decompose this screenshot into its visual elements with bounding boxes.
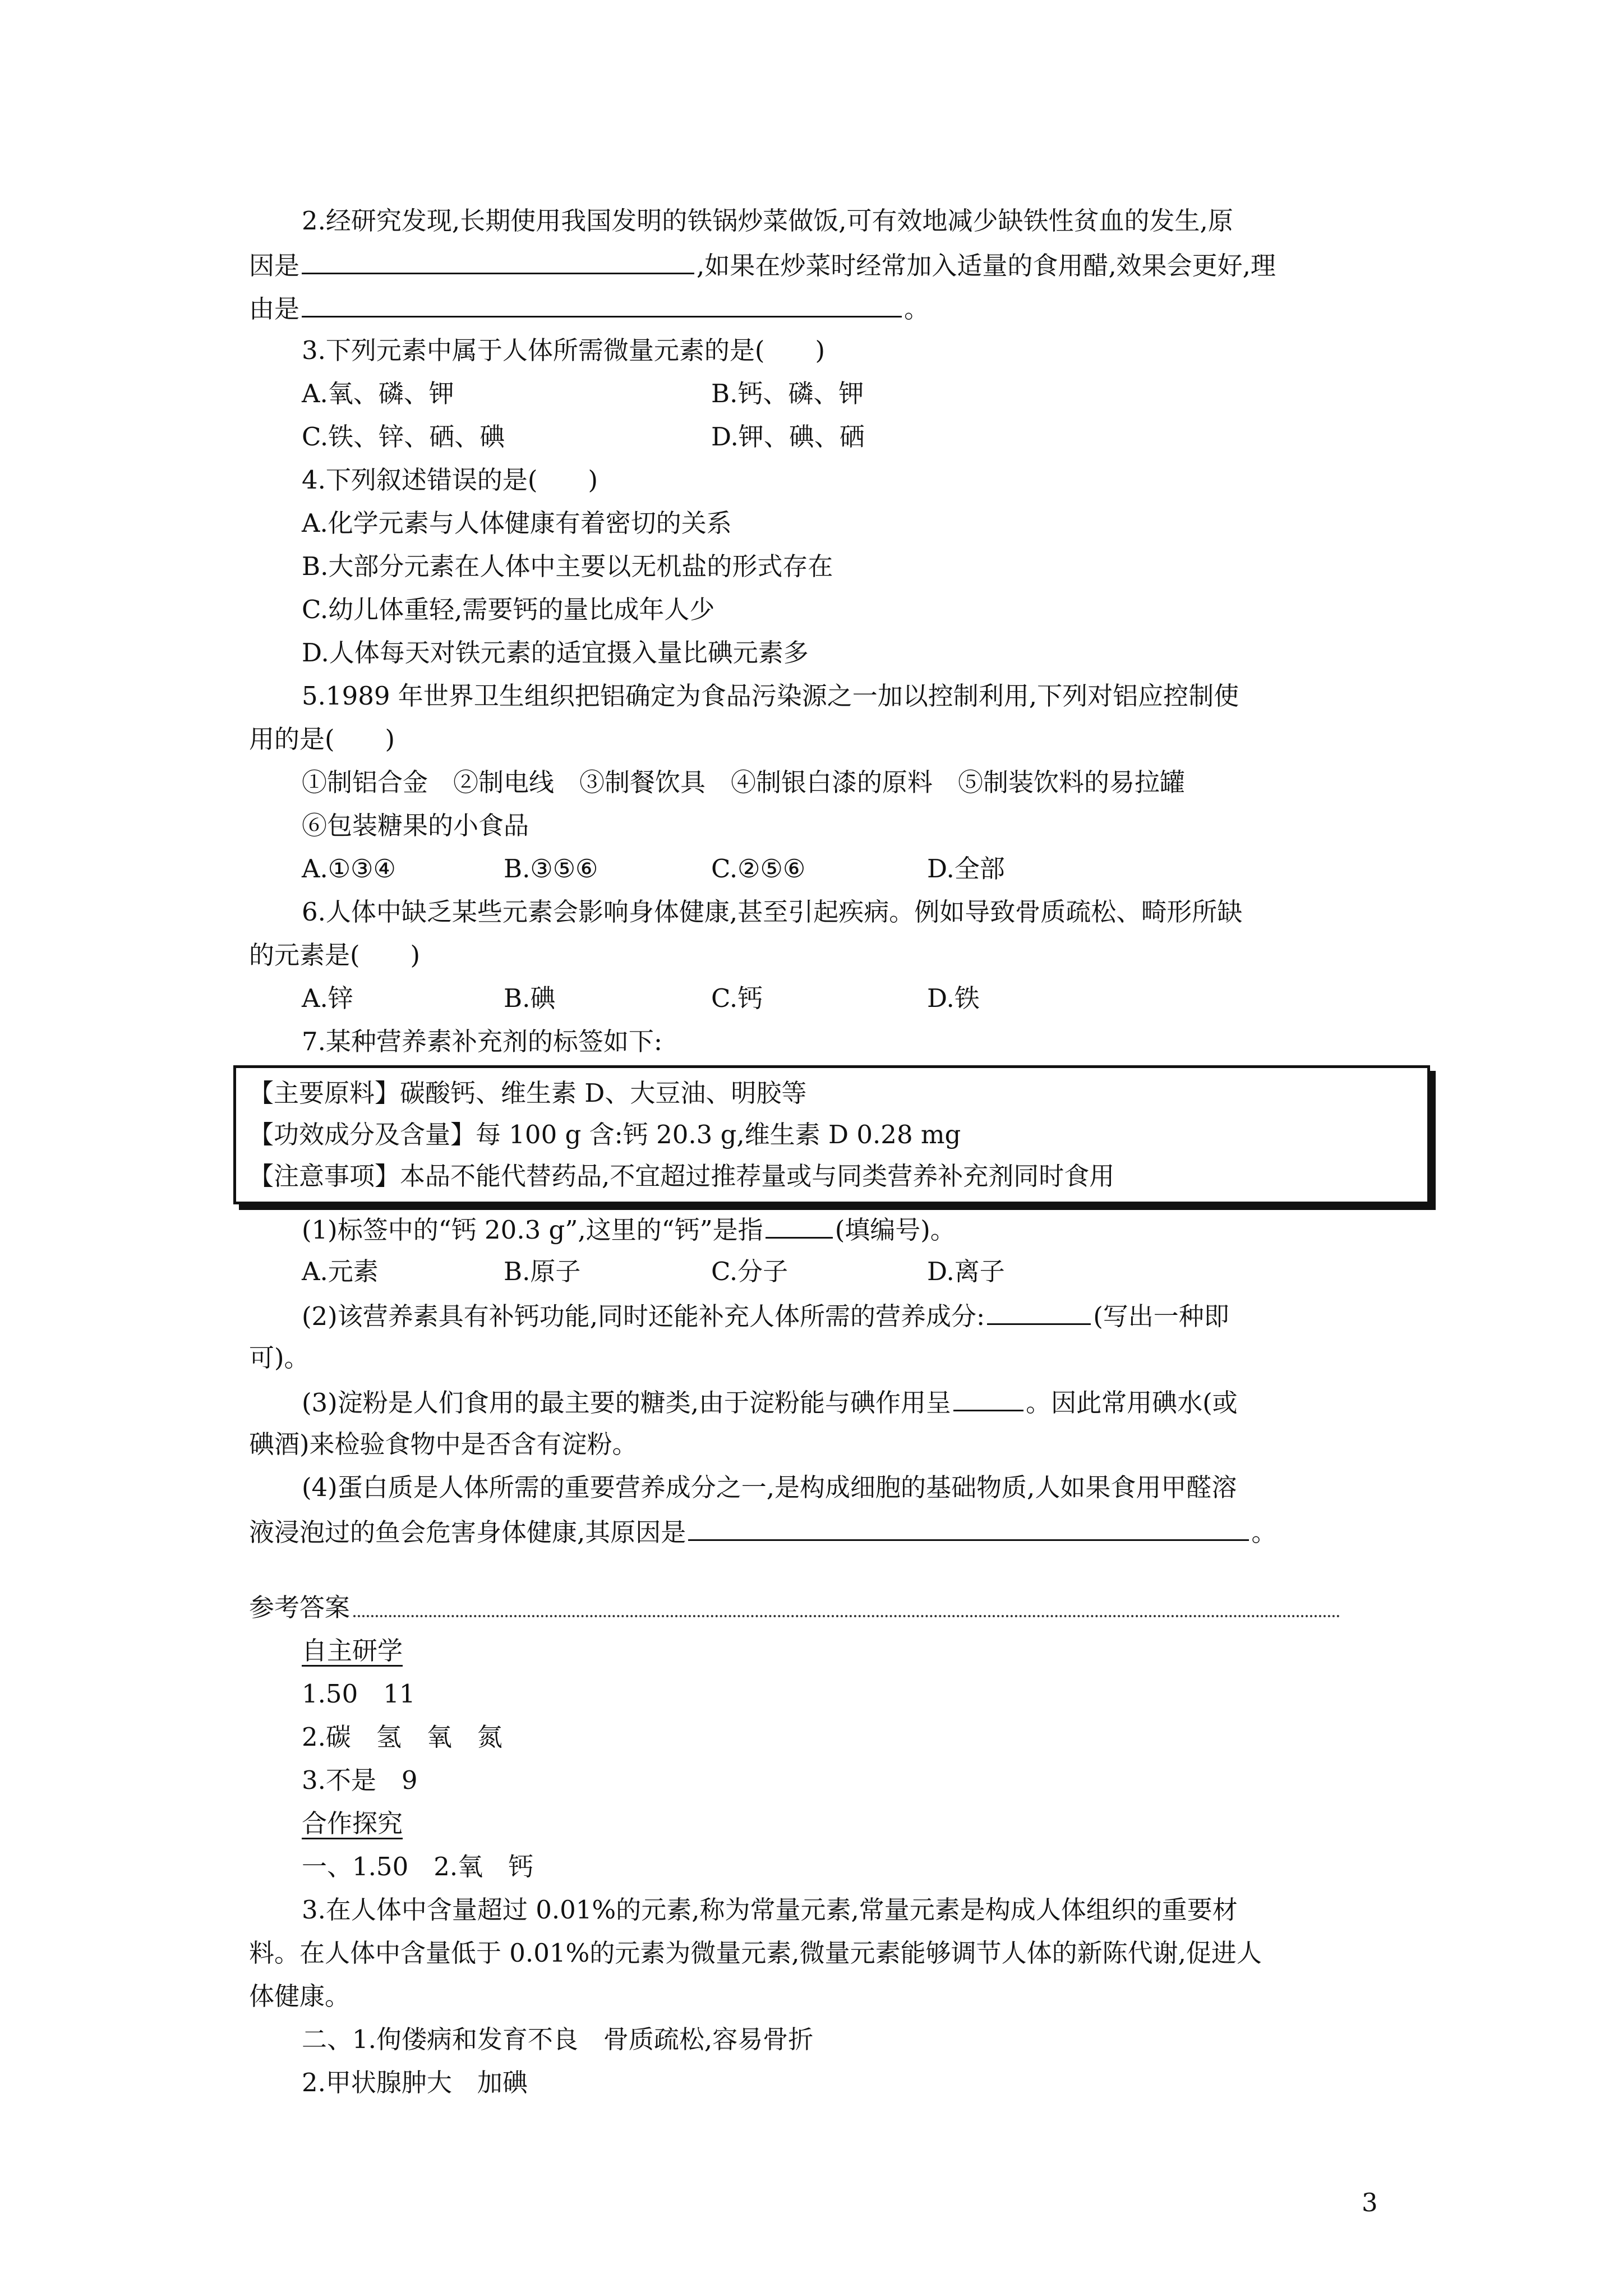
answers-title: 参考答案 xyxy=(249,1593,351,1622)
q6-option-d[interactable]: D.铁 xyxy=(927,983,980,1013)
q5-items-2: ⑥包装糖果的小食品 xyxy=(302,811,529,840)
answer-part1: 一、1.50 2.氧 钙 xyxy=(302,1852,534,1881)
q7-sub3-blank[interactable] xyxy=(953,1379,1023,1411)
answer-part2-1: 二、1.佝偻病和发育不良 骨质疏松,容易骨折 xyxy=(302,2024,814,2054)
answer-3: 3.不是 9 xyxy=(302,1765,418,1795)
q7-sub1-option-c[interactable]: C.分子 xyxy=(711,1257,789,1286)
q7-sub1-option-a[interactable]: A.元素 xyxy=(302,1257,379,1286)
q7-sub1-text: (填编号)。 xyxy=(834,1215,956,1245)
dotted-divider xyxy=(353,1615,1340,1617)
q6-line-1: 6.人体中缺乏某些元素会影响身体健康,甚至引起疾病。例如导致骨质疏松、畸形所缺 xyxy=(302,897,1243,927)
label-active-contents: 【功效成分及含量】每 100 g 含:钙 20.3 g,维生素 D 0.28 mg xyxy=(248,1120,961,1149)
q7-sub1-text: (1)标签中的“钙 20.3 g”,这里的“钙”是指 xyxy=(302,1215,763,1245)
q2-answer-blank-1[interactable] xyxy=(302,242,694,274)
q2-answer-blank-2[interactable] xyxy=(302,286,902,318)
q5-options xyxy=(249,847,1371,890)
q7-sub1-options xyxy=(249,1250,1371,1293)
q4-option-b[interactable]: B.大部分元素在人体中主要以无机盐的形式存在 xyxy=(302,551,833,581)
q2-line-1: 2.经研究发现,长期使用我国发明的铁锅炒菜做饭,可有效地减少缺铁性贫血的发生,原 xyxy=(302,206,1233,236)
q3-option-a[interactable]: A.氧、磷、钾 xyxy=(302,379,454,408)
page-number: 3 xyxy=(1362,2188,1378,2217)
q7-sub4-blank[interactable] xyxy=(688,1509,1249,1541)
q7-sub1-option-d[interactable]: D.离子 xyxy=(927,1257,1005,1286)
supplement-label-box xyxy=(233,1065,1430,1204)
q6-option-c[interactable]: C.钙 xyxy=(711,983,763,1013)
q7-sub1-blank[interactable] xyxy=(766,1207,833,1239)
q7-stem: 7.某种营养素补充剂的标签如下: xyxy=(302,1027,663,1056)
answer-1: 1.50 11 xyxy=(302,1679,416,1709)
q7-sub4-text: 液浸泡过的鱼会危害身体健康,其原因是 xyxy=(249,1517,686,1547)
q3-option-b[interactable]: B.钙、磷、钾 xyxy=(711,379,864,408)
q4-option-c[interactable]: C.幼儿体重轻,需要钙的量比成年人少 xyxy=(302,595,715,624)
answer-part1-q3-l1: 3.在人体中含量超过 0.01%的元素,称为常量元素,常量元素是构成人体组织的重要材 xyxy=(302,1895,1238,1925)
q4-option-a[interactable]: A.化学元素与人体健康有着密切的关系 xyxy=(302,508,732,538)
page-content xyxy=(249,199,1371,2104)
q5-items-1: ①制铝合金 ②制电线 ③制餐饮具 ④制银白漆的原料 ⑤制装饮料的易拉罐 xyxy=(302,767,1186,797)
q2-text: ,如果在炒菜时经常加入适量的食用醋,效果会更好,理 xyxy=(697,251,1276,280)
q7-sub3-text: 。因此常用碘水(或 xyxy=(1026,1388,1238,1418)
section-self-study-title: 自主研学 xyxy=(302,1636,403,1665)
q6-options xyxy=(249,977,1371,1020)
q5-line-1: 5.1989 年世界卫生组织把铝确定为食品污染源之一加以控制利用,下列对铝应控制使 xyxy=(302,681,1239,711)
q3-option-d[interactable]: D.钾、碘、硒 xyxy=(711,422,865,452)
q6-option-a[interactable]: A.锌 xyxy=(302,983,353,1013)
q3-stem: 3.下列元素中属于人体所需微量元素的是( ) xyxy=(302,335,826,365)
label-precautions: 【注意事项】本品不能代替药品,不宜超过推荐量或与同类营养补充剂同时食用 xyxy=(248,1161,1115,1191)
q7-sub1-option-b[interactable]: B.原子 xyxy=(504,1257,581,1286)
q7-sub4: (4)蛋白质是人体所需的重要营养成分之一,是构成细胞的基础物质,人如果食用甲醛溶 xyxy=(302,1473,1237,1502)
section-self-study xyxy=(249,1629,1371,1672)
q7-sub3-cont: 碘酒)来检验食物中是否含有淀粉。 xyxy=(249,1429,638,1459)
q2-text: 。 xyxy=(904,294,930,324)
q7-sub1 xyxy=(249,1207,1371,1250)
q7-sub2-blank[interactable] xyxy=(987,1293,1091,1325)
q2-line-2 xyxy=(249,242,1371,286)
section-cooperative-title: 合作探究 xyxy=(302,1809,403,1838)
answers-header xyxy=(249,1586,1371,1629)
q2-text: 因是 xyxy=(249,251,300,280)
q7-sub3-text: (3)淀粉是人们食用的最主要的糖类,由于淀粉能与碘作用呈 xyxy=(302,1388,952,1418)
q5-option-c[interactable]: C.②⑤⑥ xyxy=(711,854,806,884)
q6-option-b[interactable]: B.碘 xyxy=(504,983,556,1013)
q3-option-c[interactable]: C.铁、锌、硒、碘 xyxy=(302,422,505,452)
q3-options-row-1 xyxy=(249,372,1371,415)
q2-line-3 xyxy=(249,286,1371,329)
q7-sub2-text: (2)该营养素具有补钙功能,同时还能补充人体所需的营养成分: xyxy=(302,1301,985,1331)
q7-sub2-text: (写出一种即 xyxy=(1093,1301,1229,1331)
q6-line-2: 的元素是( ) xyxy=(249,940,421,970)
q7-sub4-text: 。 xyxy=(1251,1517,1277,1547)
q5-option-b[interactable]: B.③⑤⑥ xyxy=(504,854,598,884)
q5-option-a[interactable]: A.①③④ xyxy=(302,854,396,884)
q7-sub2 xyxy=(249,1293,1371,1336)
section-cooperative xyxy=(249,1802,1371,1845)
answer-part1-q3-l2: 料。在人体中含量低于 0.01%的元素为微量元素,微量元素能够调节人体的新陈代谢,促进人 xyxy=(249,1938,1262,1968)
q2-text: 由是 xyxy=(249,294,300,324)
q7-sub2-cont: 可)。 xyxy=(249,1343,310,1373)
q4-stem: 4.下列叙述错误的是( ) xyxy=(302,465,598,495)
answer-part2-2: 2.甲状腺肿大 加碘 xyxy=(302,2068,528,2097)
q5-line-2: 用的是( ) xyxy=(249,724,395,754)
answer-part1-q3-l3: 体健康。 xyxy=(249,1981,351,2011)
label-main-ingredients: 【主要原料】碳酸钙、维生素 D、大豆油、明胶等 xyxy=(248,1078,807,1108)
q7-sub4-cont xyxy=(249,1509,1371,1552)
answer-2: 2.碳 氢 氧 氮 xyxy=(302,1722,502,1752)
q3-options-row-2 xyxy=(249,415,1371,458)
q5-option-d[interactable]: D.全部 xyxy=(927,854,1005,884)
q7-sub3 xyxy=(249,1379,1371,1423)
q4-option-d[interactable]: D.人体每天对铁元素的适宜摄入量比碘元素多 xyxy=(302,638,809,668)
